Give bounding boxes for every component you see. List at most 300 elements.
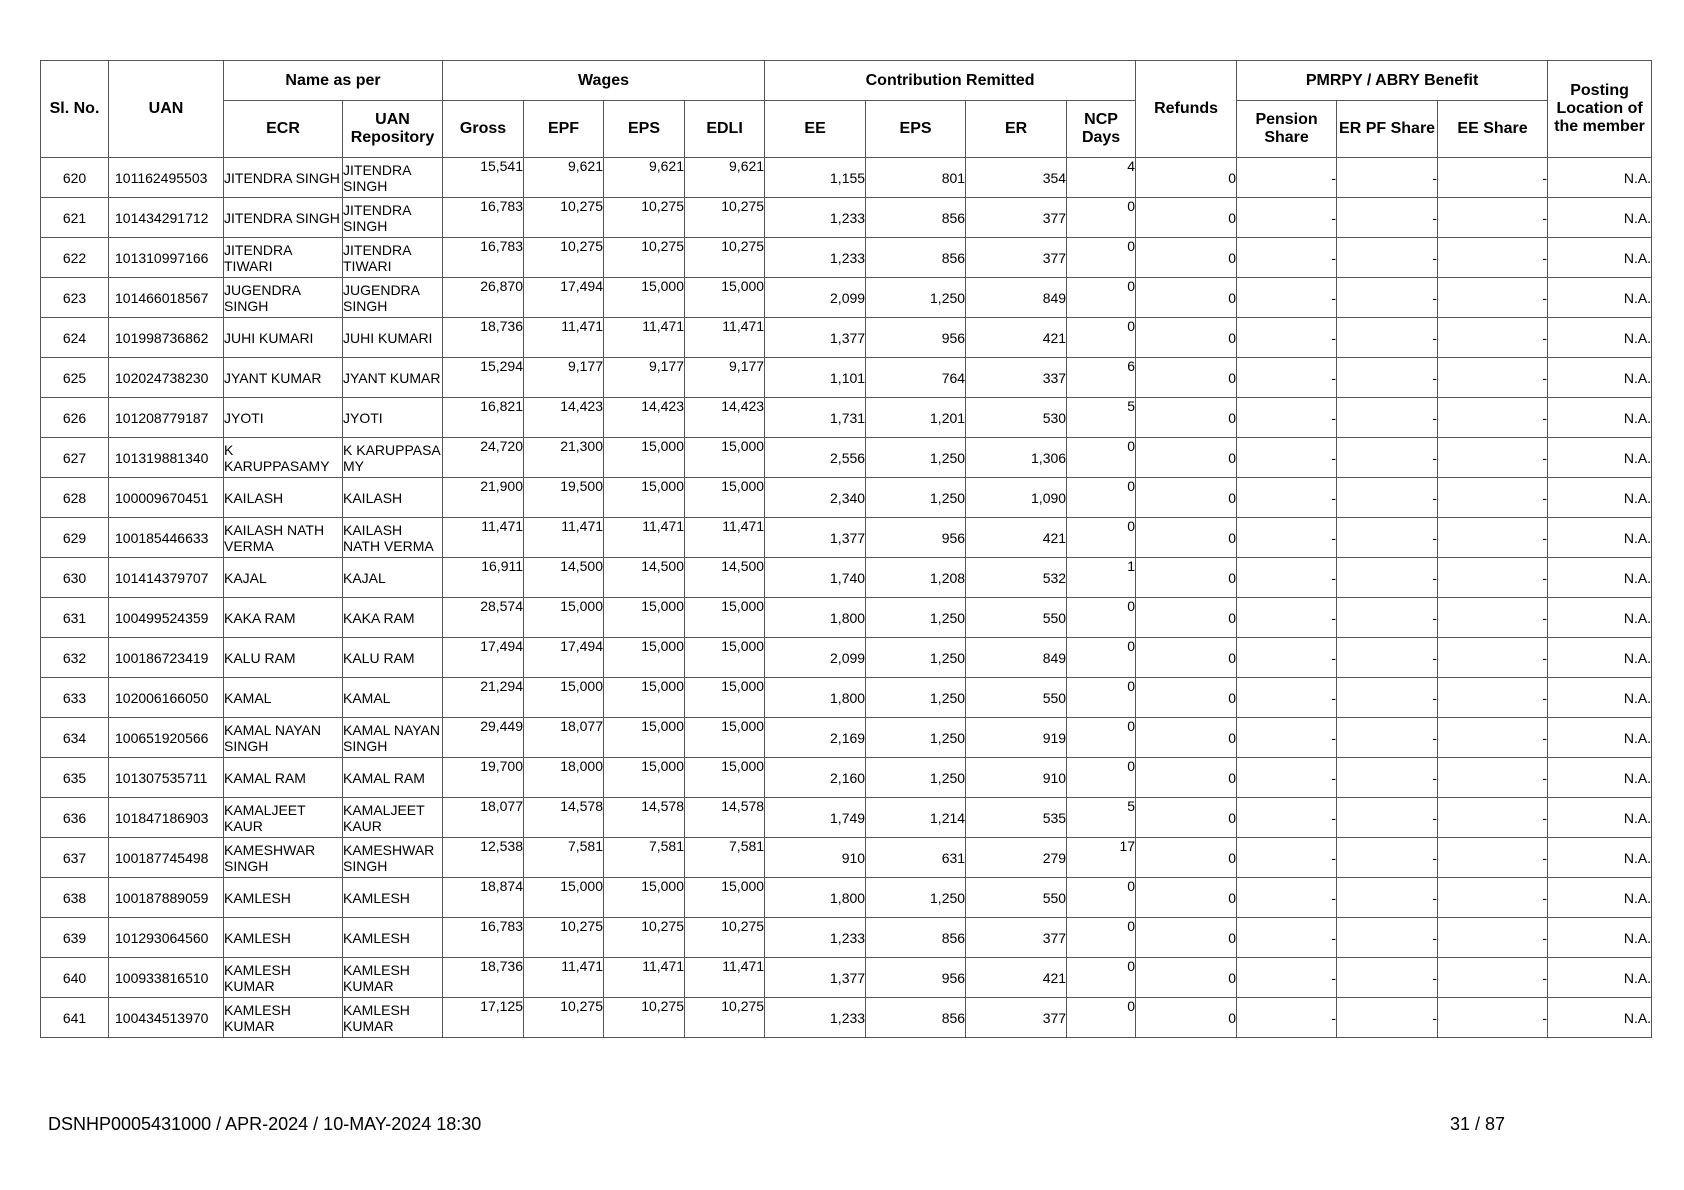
- posting-location-cell: N.A.: [1548, 878, 1652, 918]
- posting-location-cell: N.A.: [1548, 718, 1652, 758]
- er-cell: 354: [966, 158, 1067, 198]
- er-cell: 421: [966, 958, 1067, 998]
- ncp-days-cell: 17: [1067, 838, 1136, 878]
- eps-wage-cell: 9,177: [604, 358, 685, 398]
- ncp-days-cell: 0: [1067, 638, 1136, 678]
- eps-wage-cell: 15,000: [604, 718, 685, 758]
- header-wages: Wages: [443, 61, 765, 101]
- gross-cell: 18,874: [443, 878, 524, 918]
- sl-no-cell: 627: [41, 438, 109, 478]
- pension-share-cell: -: [1237, 158, 1337, 198]
- gross-cell: 24,720: [443, 438, 524, 478]
- uan-name-cell: KAMESHWAR SINGH: [343, 838, 443, 878]
- refunds-cell: 0: [1136, 598, 1237, 638]
- refunds-cell: 0: [1136, 238, 1237, 278]
- eps-wage-cell: 11,471: [604, 958, 685, 998]
- ee-cell: 1,749: [765, 798, 866, 838]
- eps-contribution-cell: 1,208: [866, 558, 966, 598]
- ncp-days-cell: 0: [1067, 518, 1136, 558]
- ee-share-cell: -: [1438, 278, 1548, 318]
- posting-location-cell: N.A.: [1548, 758, 1652, 798]
- gross-cell: 18,736: [443, 958, 524, 998]
- ee-cell: 1,233: [765, 998, 866, 1038]
- eps-wage-cell: 15,000: [604, 638, 685, 678]
- sl-no-cell: 640: [41, 958, 109, 998]
- er-pf-share-cell: -: [1337, 158, 1438, 198]
- ncp-days-cell: 0: [1067, 678, 1136, 718]
- ecr-name-cell: JYOTI: [224, 398, 343, 438]
- header-name-as-per: Name as per: [224, 61, 443, 101]
- ee-share-cell: -: [1438, 678, 1548, 718]
- table-row: [41, 158, 1652, 198]
- table-row: [41, 678, 1652, 718]
- ecr-name-cell: JITENDRA TIWARI: [224, 238, 343, 278]
- gross-cell: 11,471: [443, 518, 524, 558]
- ee-cell: 2,160: [765, 758, 866, 798]
- pension-share-cell: -: [1237, 518, 1337, 558]
- uan-name-cell: JITENDRA SINGH: [343, 198, 443, 238]
- epf-cell: 14,578: [524, 798, 604, 838]
- ee-share-cell: -: [1438, 958, 1548, 998]
- ee-cell: 1,800: [765, 598, 866, 638]
- sl-no-cell: 630: [41, 558, 109, 598]
- uan-cell: 101162495503: [109, 158, 224, 198]
- table-row: [41, 198, 1652, 238]
- posting-location-cell: N.A.: [1548, 278, 1652, 318]
- er-pf-share-cell: -: [1337, 318, 1438, 358]
- edli-cell: 15,000: [685, 718, 765, 758]
- posting-location-cell: N.A.: [1548, 158, 1652, 198]
- header-uan: UAN: [109, 61, 224, 158]
- sl-no-cell: 631: [41, 598, 109, 638]
- epf-cell: 9,621: [524, 158, 604, 198]
- ncp-days-cell: 5: [1067, 398, 1136, 438]
- epf-cell: 19,500: [524, 478, 604, 518]
- table-row: [41, 558, 1652, 598]
- ee-share-cell: -: [1438, 198, 1548, 238]
- refunds-cell: 0: [1136, 438, 1237, 478]
- posting-location-cell: N.A.: [1548, 798, 1652, 838]
- gross-cell: 28,574: [443, 598, 524, 638]
- pension-share-cell: -: [1237, 918, 1337, 958]
- epf-cell: 10,275: [524, 998, 604, 1038]
- edli-cell: 9,621: [685, 158, 765, 198]
- er-cell: 535: [966, 798, 1067, 838]
- ncp-days-cell: 0: [1067, 438, 1136, 478]
- epf-cell: 11,471: [524, 958, 604, 998]
- pension-share-cell: -: [1237, 278, 1337, 318]
- eps-wage-cell: 10,275: [604, 238, 685, 278]
- uan-name-cell: KAMAL: [343, 678, 443, 718]
- edli-cell: 15,000: [685, 438, 765, 478]
- ee-cell: 910: [765, 838, 866, 878]
- ee-share-cell: -: [1438, 478, 1548, 518]
- ncp-days-cell: 0: [1067, 318, 1136, 358]
- ncp-days-cell: 0: [1067, 278, 1136, 318]
- ncp-days-cell: 0: [1067, 998, 1136, 1038]
- ncp-days-cell: 0: [1067, 598, 1136, 638]
- table-body: [41, 158, 1652, 1038]
- ee-share-cell: -: [1438, 798, 1548, 838]
- uan-name-cell: KAMLESH: [343, 878, 443, 918]
- ecr-name-cell: JITENDRA SINGH: [224, 158, 343, 198]
- er-cell: 377: [966, 238, 1067, 278]
- sl-no-cell: 639: [41, 918, 109, 958]
- eps-wage-cell: 15,000: [604, 598, 685, 638]
- table-row: [41, 638, 1652, 678]
- eps-contribution-cell: 1,250: [866, 478, 966, 518]
- sl-no-cell: 635: [41, 758, 109, 798]
- ecr-table: [40, 60, 1652, 1038]
- gross-cell: 16,911: [443, 558, 524, 598]
- epf-cell: 11,471: [524, 318, 604, 358]
- sl-no-cell: 636: [41, 798, 109, 838]
- eps-contribution-cell: 1,250: [866, 878, 966, 918]
- eps-wage-cell: 15,000: [604, 878, 685, 918]
- edli-cell: 10,275: [685, 998, 765, 1038]
- eps-wage-cell: 15,000: [604, 678, 685, 718]
- refunds-cell: 0: [1136, 758, 1237, 798]
- ee-share-cell: -: [1438, 358, 1548, 398]
- uan-cell: 102024738230: [109, 358, 224, 398]
- ee-share-cell: -: [1438, 878, 1548, 918]
- posting-location-cell: N.A.: [1548, 638, 1652, 678]
- er-pf-share-cell: -: [1337, 718, 1438, 758]
- uan-cell: 100185446633: [109, 518, 224, 558]
- eps-contribution-cell: 1,201: [866, 398, 966, 438]
- refunds-cell: 0: [1136, 838, 1237, 878]
- ncp-days-cell: 0: [1067, 958, 1136, 998]
- uan-cell: 101434291712: [109, 198, 224, 238]
- uan-cell: 101310997166: [109, 238, 224, 278]
- gross-cell: 12,538: [443, 838, 524, 878]
- uan-cell: 101414379707: [109, 558, 224, 598]
- uan-name-cell: KAILASH: [343, 478, 443, 518]
- epf-cell: 15,000: [524, 678, 604, 718]
- header-ecr: ECR: [224, 101, 343, 158]
- header-gross: Gross: [443, 101, 524, 158]
- eps-contribution-cell: 631: [866, 838, 966, 878]
- er-pf-share-cell: -: [1337, 918, 1438, 958]
- header-sl-no: Sl. No.: [41, 61, 109, 158]
- uan-name-cell: KAILASH NATH VERMA: [343, 518, 443, 558]
- ee-share-cell: -: [1438, 838, 1548, 878]
- ee-share-cell: -: [1438, 638, 1548, 678]
- gross-cell: 16,783: [443, 198, 524, 238]
- er-pf-share-cell: -: [1337, 278, 1438, 318]
- er-cell: 1,306: [966, 438, 1067, 478]
- eps-wage-cell: 11,471: [604, 518, 685, 558]
- ecr-name-cell: KAILASH NATH VERMA: [224, 518, 343, 558]
- ncp-days-cell: 0: [1067, 478, 1136, 518]
- ecr-name-cell: KALU RAM: [224, 638, 343, 678]
- ee-share-cell: -: [1438, 918, 1548, 958]
- sl-no-cell: 634: [41, 718, 109, 758]
- refunds-cell: 0: [1136, 678, 1237, 718]
- ee-cell: 1,377: [765, 318, 866, 358]
- refunds-cell: 0: [1136, 638, 1237, 678]
- epf-cell: 10,275: [524, 238, 604, 278]
- pension-share-cell: -: [1237, 318, 1337, 358]
- eps-wage-cell: 9,621: [604, 158, 685, 198]
- ecr-name-cell: KAMAL: [224, 678, 343, 718]
- edli-cell: 10,275: [685, 198, 765, 238]
- ecr-name-cell: K KARUPPASAMY: [224, 438, 343, 478]
- ncp-days-cell: 1: [1067, 558, 1136, 598]
- uan-name-cell: KAMLESH KUMAR: [343, 958, 443, 998]
- eps-contribution-cell: 956: [866, 318, 966, 358]
- ee-share-cell: -: [1438, 318, 1548, 358]
- sl-no-cell: 626: [41, 398, 109, 438]
- ecr-name-cell: KAKA RAM: [224, 598, 343, 638]
- eps-wage-cell: 15,000: [604, 438, 685, 478]
- header-eps: EPS: [604, 101, 685, 158]
- ee-share-cell: -: [1438, 518, 1548, 558]
- gross-cell: 21,294: [443, 678, 524, 718]
- ee-share-cell: -: [1438, 598, 1548, 638]
- posting-location-cell: N.A.: [1548, 598, 1652, 638]
- posting-location-cell: N.A.: [1548, 318, 1652, 358]
- eps-contribution-cell: 1,214: [866, 798, 966, 838]
- table-row: [41, 958, 1652, 998]
- uan-name-cell: KAMLESH: [343, 918, 443, 958]
- er-cell: 849: [966, 278, 1067, 318]
- er-pf-share-cell: -: [1337, 438, 1438, 478]
- sl-no-cell: 628: [41, 478, 109, 518]
- epf-cell: 17,494: [524, 638, 604, 678]
- ee-cell: 2,340: [765, 478, 866, 518]
- table-row: [41, 398, 1652, 438]
- sl-no-cell: 621: [41, 198, 109, 238]
- ncp-days-cell: 5: [1067, 798, 1136, 838]
- sl-no-cell: 632: [41, 638, 109, 678]
- ee-cell: 2,556: [765, 438, 866, 478]
- gross-cell: 17,125: [443, 998, 524, 1038]
- uan-cell: 100499524359: [109, 598, 224, 638]
- uan-cell: 101319881340: [109, 438, 224, 478]
- header-edli: EDLI: [685, 101, 765, 158]
- uan-name-cell: KAMLESH KUMAR: [343, 998, 443, 1038]
- table-row: [41, 318, 1652, 358]
- edli-cell: 10,275: [685, 238, 765, 278]
- table-row: [41, 438, 1652, 478]
- table-row: [41, 478, 1652, 518]
- sl-no-cell: 623: [41, 278, 109, 318]
- eps-wage-cell: 11,471: [604, 318, 685, 358]
- ncp-days-cell: 0: [1067, 878, 1136, 918]
- epf-cell: 15,000: [524, 878, 604, 918]
- pension-share-cell: -: [1237, 958, 1337, 998]
- table-row: [41, 278, 1652, 318]
- ecr-name-cell: KAMLESH: [224, 878, 343, 918]
- header-pension-share: Pension Share: [1237, 101, 1337, 158]
- uan-cell: 101293064560: [109, 918, 224, 958]
- gross-cell: 16,821: [443, 398, 524, 438]
- edli-cell: 14,578: [685, 798, 765, 838]
- posting-location-cell: N.A.: [1548, 558, 1652, 598]
- ee-share-cell: -: [1438, 238, 1548, 278]
- er-cell: 532: [966, 558, 1067, 598]
- table-row: [41, 718, 1652, 758]
- pension-share-cell: -: [1237, 998, 1337, 1038]
- ncp-days-cell: 4: [1067, 158, 1136, 198]
- gross-cell: 15,541: [443, 158, 524, 198]
- er-pf-share-cell: -: [1337, 958, 1438, 998]
- edli-cell: 15,000: [685, 478, 765, 518]
- eps-contribution-cell: 856: [866, 918, 966, 958]
- uan-cell: 101208779187: [109, 398, 224, 438]
- eps-contribution-cell: 764: [866, 358, 966, 398]
- er-pf-share-cell: -: [1337, 678, 1438, 718]
- refunds-cell: 0: [1136, 998, 1237, 1038]
- table-row: [41, 838, 1652, 878]
- ecr-name-cell: JUHI KUMARI: [224, 318, 343, 358]
- ee-cell: 2,099: [765, 638, 866, 678]
- er-pf-share-cell: -: [1337, 638, 1438, 678]
- pension-share-cell: -: [1237, 438, 1337, 478]
- eps-contribution-cell: 1,250: [866, 438, 966, 478]
- ncp-days-cell: 0: [1067, 758, 1136, 798]
- table-row: [41, 798, 1652, 838]
- posting-location-cell: N.A.: [1548, 478, 1652, 518]
- er-pf-share-cell: -: [1337, 798, 1438, 838]
- uan-name-cell: KAKA RAM: [343, 598, 443, 638]
- gross-cell: 17,494: [443, 638, 524, 678]
- eps-contribution-cell: 856: [866, 238, 966, 278]
- sl-no-cell: 641: [41, 998, 109, 1038]
- ee-share-cell: -: [1438, 758, 1548, 798]
- eps-contribution-cell: 1,250: [866, 638, 966, 678]
- table-row: [41, 598, 1652, 638]
- gross-cell: 16,783: [443, 918, 524, 958]
- er-cell: 377: [966, 998, 1067, 1038]
- uan-name-cell: KAMAL NAYAN SINGH: [343, 718, 443, 758]
- uan-name-cell: JUGENDRA SINGH: [343, 278, 443, 318]
- epf-cell: 14,500: [524, 558, 604, 598]
- er-pf-share-cell: -: [1337, 518, 1438, 558]
- ecr-name-cell: KAMLESH KUMAR: [224, 998, 343, 1038]
- sl-no-cell: 637: [41, 838, 109, 878]
- ee-share-cell: -: [1438, 438, 1548, 478]
- uan-name-cell: JITENDRA SINGH: [343, 158, 443, 198]
- header-posting-location: Posting Location of the member: [1548, 61, 1652, 158]
- refunds-cell: 0: [1136, 318, 1237, 358]
- epf-cell: 10,275: [524, 918, 604, 958]
- edli-cell: 14,423: [685, 398, 765, 438]
- header-uan-repository: UAN Repository: [343, 101, 443, 158]
- er-pf-share-cell: -: [1337, 198, 1438, 238]
- gross-cell: 21,900: [443, 478, 524, 518]
- uan-name-cell: JYANT KUMAR: [343, 358, 443, 398]
- ee-cell: 1,377: [765, 518, 866, 558]
- ee-cell: 1,101: [765, 358, 866, 398]
- pension-share-cell: -: [1237, 238, 1337, 278]
- refunds-cell: 0: [1136, 558, 1237, 598]
- epf-cell: 15,000: [524, 598, 604, 638]
- edli-cell: 11,471: [685, 958, 765, 998]
- ncp-days-cell: 0: [1067, 918, 1136, 958]
- edli-cell: 15,000: [685, 758, 765, 798]
- uan-cell: 100434513970: [109, 998, 224, 1038]
- er-cell: 530: [966, 398, 1067, 438]
- eps-wage-cell: 14,423: [604, 398, 685, 438]
- ecr-name-cell: JITENDRA SINGH: [224, 198, 343, 238]
- er-pf-share-cell: -: [1337, 758, 1438, 798]
- ee-share-cell: -: [1438, 718, 1548, 758]
- pension-share-cell: -: [1237, 798, 1337, 838]
- footer-document-id: DSNHP0005431000 / APR-2024 / 10-MAY-2024 18:30: [48, 1114, 482, 1134]
- edli-cell: 15,000: [685, 638, 765, 678]
- refunds-cell: 0: [1136, 918, 1237, 958]
- eps-wage-cell: 14,500: [604, 558, 685, 598]
- uan-cell: 100651920566: [109, 718, 224, 758]
- ee-cell: 1,800: [765, 878, 866, 918]
- er-pf-share-cell: -: [1337, 838, 1438, 878]
- ecr-name-cell: KAILASH: [224, 478, 343, 518]
- edli-cell: 7,581: [685, 838, 765, 878]
- ee-cell: 1,740: [765, 558, 866, 598]
- pension-share-cell: -: [1237, 678, 1337, 718]
- header-pmrpy: PMRPY / ABRY Benefit: [1237, 61, 1548, 101]
- sl-no-cell: 622: [41, 238, 109, 278]
- table-row: [41, 518, 1652, 558]
- uan-cell: 100186723419: [109, 638, 224, 678]
- ecr-name-cell: JUGENDRA SINGH: [224, 278, 343, 318]
- uan-cell: 102006166050: [109, 678, 224, 718]
- ecr-name-cell: KAJAL: [224, 558, 343, 598]
- refunds-cell: 0: [1136, 358, 1237, 398]
- pension-share-cell: -: [1237, 558, 1337, 598]
- header-ee-share: EE Share: [1438, 101, 1548, 158]
- header-ee: EE: [765, 101, 866, 158]
- uan-cell: 100187889059: [109, 878, 224, 918]
- posting-location-cell: N.A.: [1548, 238, 1652, 278]
- uan-cell: 101847186903: [109, 798, 224, 838]
- er-cell: 421: [966, 518, 1067, 558]
- eps-contribution-cell: 956: [866, 518, 966, 558]
- eps-wage-cell: 15,000: [604, 478, 685, 518]
- ncp-days-cell: 6: [1067, 358, 1136, 398]
- uan-name-cell: KAJAL: [343, 558, 443, 598]
- edli-cell: 11,471: [685, 518, 765, 558]
- uan-cell: 100933816510: [109, 958, 224, 998]
- eps-contribution-cell: 956: [866, 958, 966, 998]
- table-row: [41, 918, 1652, 958]
- epf-cell: 18,000: [524, 758, 604, 798]
- ecr-name-cell: KAMAL NAYAN SINGH: [224, 718, 343, 758]
- er-cell: 421: [966, 318, 1067, 358]
- header-contribution-remitted: Contribution Remitted: [765, 61, 1136, 101]
- er-pf-share-cell: -: [1337, 558, 1438, 598]
- table-row: [41, 758, 1652, 798]
- ee-cell: 2,099: [765, 278, 866, 318]
- ee-cell: 1,377: [765, 958, 866, 998]
- uan-name-cell: JYOTI: [343, 398, 443, 438]
- refunds-cell: 0: [1136, 718, 1237, 758]
- eps-contribution-cell: 1,250: [866, 718, 966, 758]
- posting-location-cell: N.A.: [1548, 838, 1652, 878]
- gross-cell: 19,700: [443, 758, 524, 798]
- ecr-name-cell: KAMLESH KUMAR: [224, 958, 343, 998]
- posting-location-cell: N.A.: [1548, 398, 1652, 438]
- sl-no-cell: 624: [41, 318, 109, 358]
- ee-cell: 1,233: [765, 238, 866, 278]
- eps-contribution-cell: 856: [866, 198, 966, 238]
- uan-cell: 101998736862: [109, 318, 224, 358]
- table-row: [41, 998, 1652, 1038]
- epf-cell: 18,077: [524, 718, 604, 758]
- eps-contribution-cell: 856: [866, 998, 966, 1038]
